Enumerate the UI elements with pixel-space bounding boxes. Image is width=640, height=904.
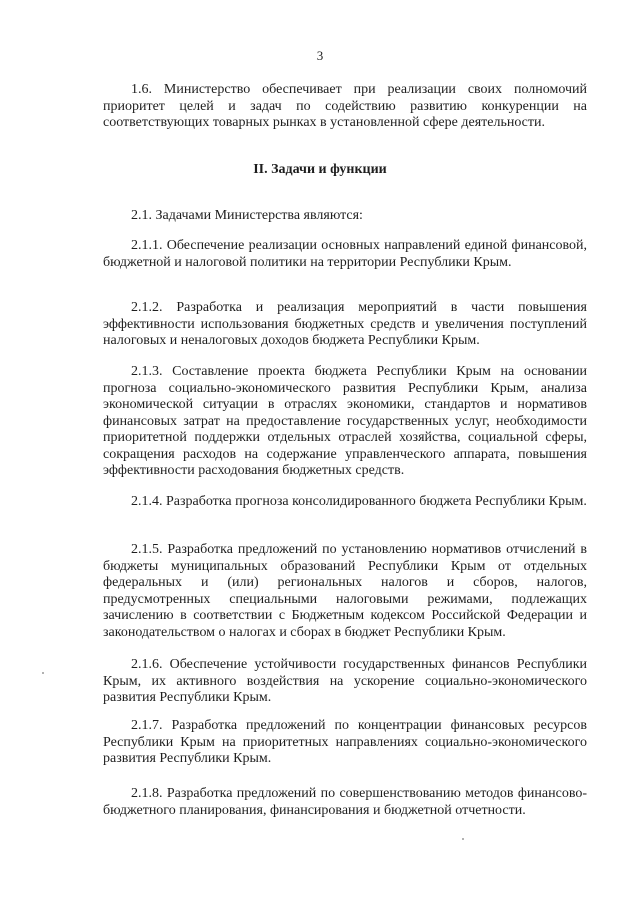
paragraph-1-6: 1.6. Министерство обеспечивает при реализации своих полномочий приоритет целей и задач по содействию развитию конкуренции на соответствующих товарных рынках в установленной сфере деятельности.: [103, 82, 587, 130]
paragraph-2-1-8: 2.1.8. Разработка предложений по совершенствованию методов финансово-бюджетного планирования, финансирования и бюджетной отчетности.: [103, 786, 587, 818]
paragraph-2-1-7: 2.1.7. Разработка предложений по концентрации финансовых ресурсов Республики Крым на приоритетных направлениях социально-экономического развития Республики Крым.: [103, 718, 587, 766]
paragraph-2-1: 2.1. Задачами Министерства являются:: [131, 208, 363, 223]
paragraph-2-1-3: 2.1.3. Составление проекта бюджета Республики Крым на основании прогноза социально-экономического развития Республики Крым, анализа экономической ситуации в отраслях экономики, стандартов и нормативов финансовых затрат на предоставление государственных услуг, необходимости приоритетной поддержки отдельных отраслей хозяйства, социальной сферы, сокращения расходов на содержание управленческого аппарата, повышения эффективности расходования бюджетных средств.: [103, 364, 587, 478]
page-number: 3: [316, 48, 324, 63]
paragraph-2-1-2: 2.1.2. Разработка и реализация мероприятий в части повышения эффективности использования бюджетных средств и увеличения поступлений налоговых и неналоговых доходов бюджета Республики Крым.: [103, 300, 587, 348]
paragraph-2-1-1: 2.1.1. Обеспечение реализации основных направлений единой финансовой, бюджетной и налоговой политики на территории Республики Крым.: [103, 238, 587, 270]
scan-speck: [462, 838, 464, 840]
scan-speck: [42, 672, 44, 674]
paragraph-2-1-4: 2.1.4. Разработка прогноза консолидированного бюджета Республики Крым.: [131, 494, 587, 509]
paragraph-2-1-5: 2.1.5. Разработка предложений по установлению нормативов отчислений в бюджеты муниципальных образований Республики Крым от отдельных федеральных и (или) региональных налогов и сборов, налогов, предусмотренных специальными налоговыми режимами, подлежащих зачислению в соответствии с Бюджетным кодексом Российской Федерации и законодательством о налогах и сборах в бюджет Республики Крым.: [103, 542, 587, 640]
section-heading: II. Задачи и функции: [253, 162, 387, 177]
paragraph-2-1-6: 2.1.6. Обеспечение устойчивости государственных финансов Республики Крым, их активного воздействия на ускорение социально-экономического развития Республики Крым.: [103, 657, 587, 705]
